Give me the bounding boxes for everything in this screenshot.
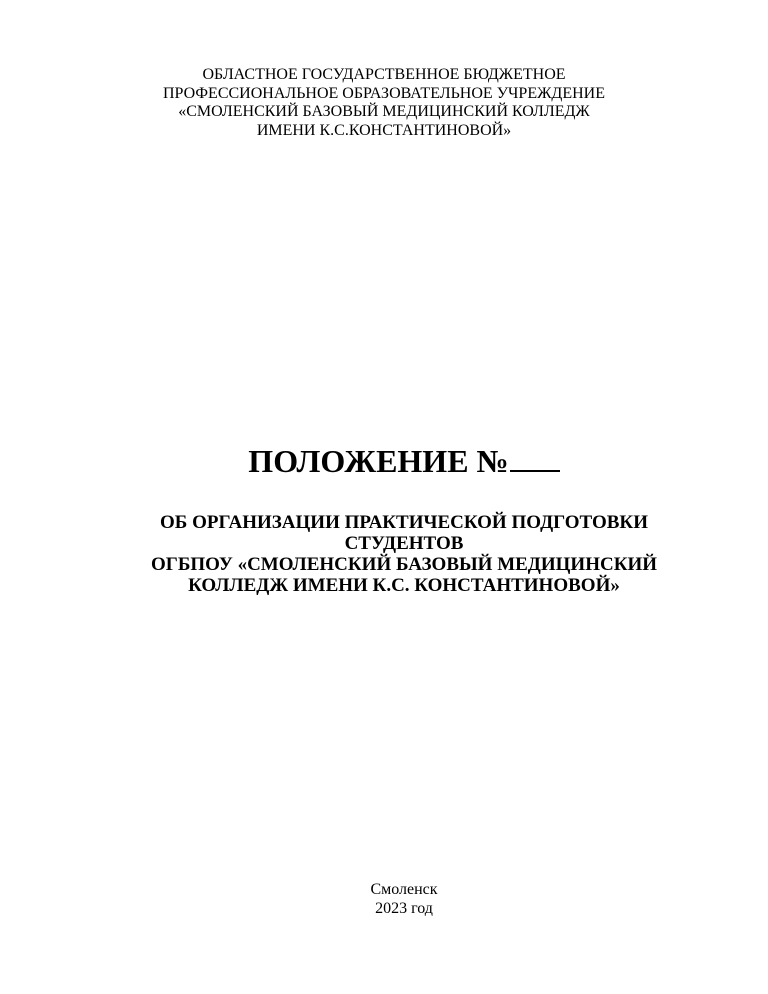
document-title xyxy=(0,442,768,480)
footer-year: 2023 год xyxy=(375,900,433,917)
subtitle-line: КОЛЛЕДЖ ИМЕНИ К.С. КОНСТАНТИНОВОЙ» xyxy=(188,575,620,596)
document-subtitle xyxy=(0,512,768,596)
document-footer xyxy=(0,880,768,918)
document-number-blank xyxy=(510,442,560,472)
header-line: ИМЕНИ К.С.КОНСТАНТИНОВОЙ» xyxy=(256,121,512,139)
subtitle-line: СТУДЕНТОВ xyxy=(344,533,464,554)
header-line: ПРОФЕССИОНАЛЬНОЕ ОБРАЗОВАТЕЛЬНОЕ УЧРЕЖДЕНИЕ xyxy=(163,84,605,102)
subtitle-line: ОГБПОУ «СМОЛЕНСКИЙ БАЗОВЫЙ МЕДИЦИНСКИЙ xyxy=(150,554,658,575)
document-title-text: ПОЛОЖЕНИЕ № xyxy=(248,443,509,479)
header-line: «СМОЛЕНСКИЙ БАЗОВЫЙ МЕДИЦИНСКИЙ КОЛЛЕДЖ xyxy=(178,103,590,120)
institution-header xyxy=(0,66,768,140)
header-line: ОБЛАСТНОЕ ГОСУДАРСТВЕННОЕ БЮДЖЕТНОЕ xyxy=(202,66,566,83)
subtitle-line: ОБ ОРГАНИЗАЦИИ ПРАКТИЧЕСКОЙ ПОДГОТОВКИ xyxy=(160,512,648,533)
footer-city: Смоленск xyxy=(370,881,438,898)
